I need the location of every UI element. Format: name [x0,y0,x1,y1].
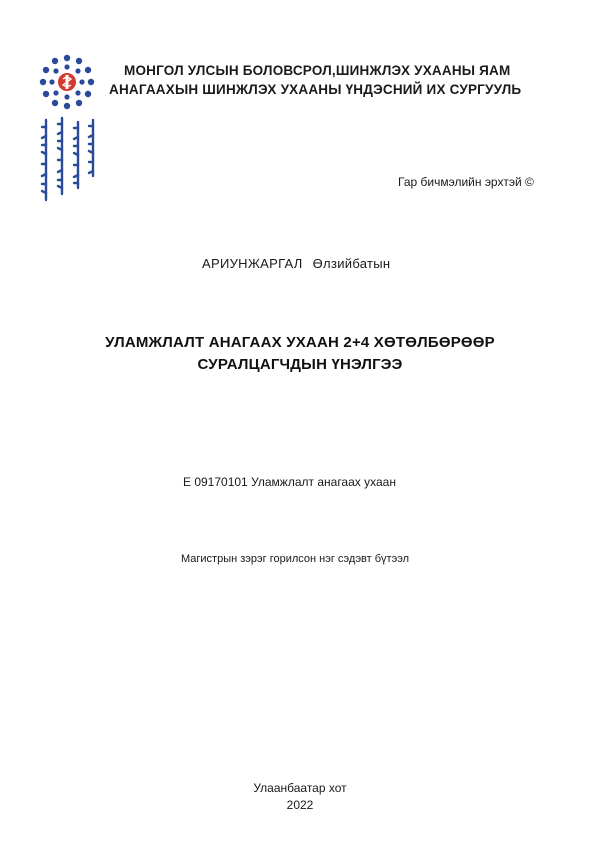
place-and-year [0,780,600,814]
year: 2022 [286,798,314,812]
ministry-name: МОНГОЛ УЛСЫН БОЛОВСРОЛ,ШИНЖЛЭХ УХААНЫ ЯАМ [124,63,511,78]
degree-description: Магистрын зэрэг горилсон нэг сэдэвт бүтээл [181,553,409,565]
university-seal-icon [32,52,102,202]
author-surname: АРИУНЖАРГАЛ [202,256,303,271]
author-given-name: Өлзийбатын [312,256,391,271]
thesis-title-line1: УЛАМЖЛАЛТ АНАГААХ УХААН 2+4 ХӨТӨЛБӨРӨӨР [105,334,495,351]
thesis-title [0,332,600,376]
program-code: E 09170101 Уламжлалт анагаах ухаан [183,475,396,489]
university-name: АНАГААХЫН ШИНЖЛЭХ УХААНЫ ҮНДЭСНИЙ ИХ СУРГУУЛЬ [109,82,522,97]
thesis-title-line2: СУРАЛЦАГЧДЫН ҮНЭЛГЭЭ [197,356,403,373]
copyright-note: Гар бичмэлийн эрхтэй © [398,175,534,189]
city: Улаанбаатар хот [253,781,347,795]
author-name [202,256,390,271]
